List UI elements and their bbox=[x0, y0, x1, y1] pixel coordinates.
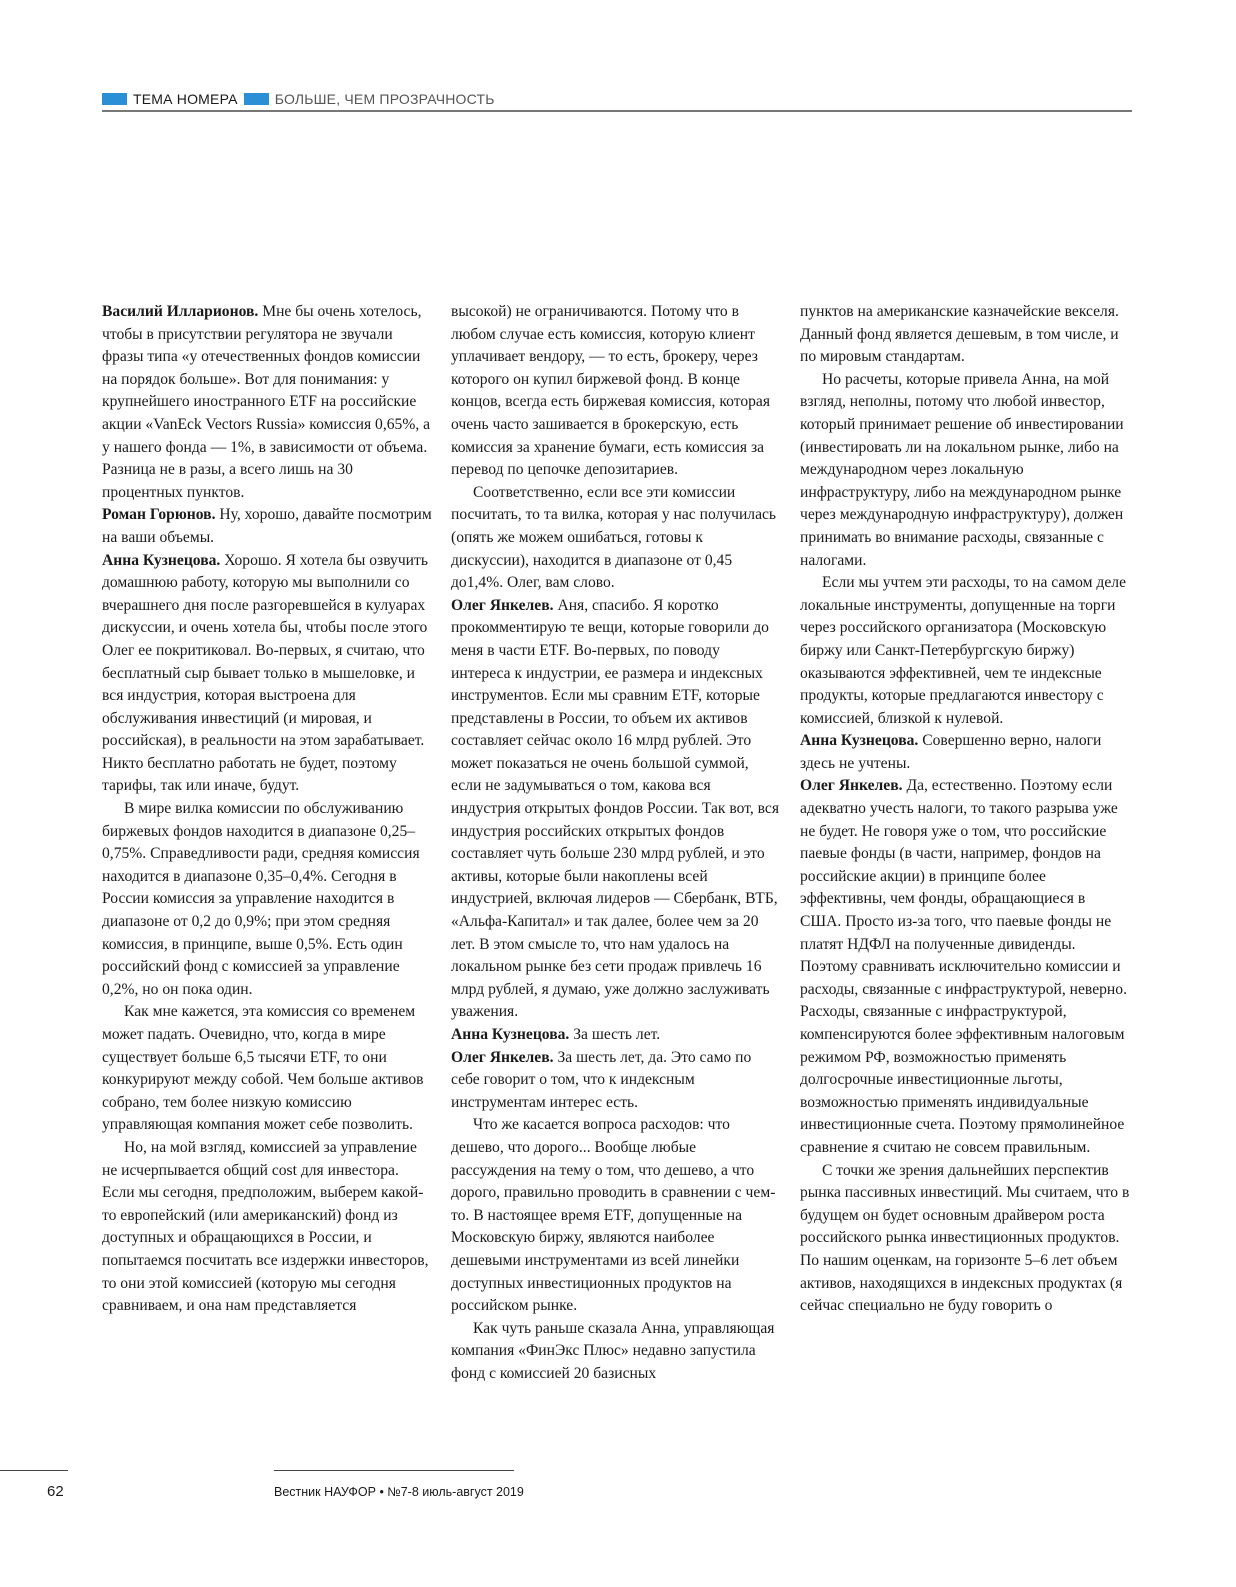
paragraph-text: Аня, спасибо. Я коротко прокомментирую те вещи, которые говорили до меня в части ETF. Во-первых, по поводу интереса к индустрии, ее размера и индексных инструментов. Если мы сравним ETF, которые представлены в России, то объем их активов составляет сейчас около 16 млрд рублей. Это может показаться не очень большой суммой, если не задумываться о том, какова вся индустрия открытых фондов России. Так вот, вся индустрия российских открытых фондов составляет чуть больше 230 млрд рублей, и это активы, которые были накоплены всей индустрией, включая лидеров — Сбербанк, ВТБ, «Альфа-Капитал» и так далее, более чем за 20 лет. В этом смысле то, что нам удалось на локальном рынке без сети продаж привлечь 16 млрд рублей, я думаю, уже должно заслуживать уважения. bbox=[451, 596, 780, 1021]
paragraph bbox=[451, 1047, 781, 1115]
text-column-2 bbox=[451, 301, 781, 1386]
paragraph: С точки же зрения дальнейших перспектив рынка пассивных инвестиций. Мы считаем, что в будущем он будет основным драйвером роста российского рынка инвестиционных продуктов. По нашим оценкам, на горизонте 5–6 лет объем активов, находящихся в индексных продуктах (я сейчас специально не буду говорить о bbox=[800, 1161, 1130, 1315]
article-title: БОЛЬШЕ, ЧЕМ ПРОЗРАЧНОСТЬ bbox=[274, 91, 495, 108]
section-header bbox=[102, 90, 1132, 112]
text-column-3 bbox=[800, 301, 1130, 1318]
section-label: ТЕМА НОМЕРА bbox=[133, 91, 238, 108]
footer-divider-left bbox=[0, 1470, 68, 1471]
paragraph bbox=[102, 301, 432, 504]
paragraph-text: Совершенно верно, налоги здесь не учтены. bbox=[800, 732, 1102, 772]
speaker-name: Анна Кузнецова. bbox=[102, 551, 221, 569]
paragraph-text: За шесть лет, да. Это само по себе говорит о том, что к индексным инструментам интерес есть. bbox=[451, 1048, 752, 1111]
page-number: 62 bbox=[47, 1483, 64, 1500]
paragraph bbox=[800, 775, 1130, 1159]
paragraph: Как мне кажется, эта комиссия со временем может падать. Очевидно, что, когда в мире существует больше 6,5 тысячи ETF, то они конкурируют между собой. Чем больше активов собрано, тем более низкую комиссию управляющая компания может себе позволить. bbox=[102, 1003, 424, 1134]
paragraph bbox=[102, 550, 432, 799]
speaker-name: Олег Янкелев. bbox=[451, 1048, 554, 1066]
speaker-name: Василий Илларионов. bbox=[102, 303, 259, 320]
paragraph bbox=[451, 1024, 781, 1047]
paragraph: пунктов на американские казначейские векселя. Данный фонд является дешевым, в том числе, и по мировым стандартам. bbox=[800, 303, 1119, 366]
header-divider bbox=[102, 110, 1132, 112]
speaker-name: Роман Горюнов. bbox=[102, 506, 216, 524]
paragraph: Но, на мой взгляд, комиссией за управление не исчерпывается общий cost для инвестора. Если мы сегодня, предположим, выберем какой-то европейский (или американский) фонд из доступных и обращающихся в России, и попытаемся посчитать все издержки инвесторов, то они этой комиссией (которую мы сегодня сравниваем, и она нам представляется bbox=[102, 1138, 429, 1315]
paragraph: Что же касается вопроса расходов: что дешево, что дорого... Вообще любые рассуждения на тему о том, что дешево, а что дорого, правильно проводить в сравнении с чем-то. В настоящее время ETF, допущенные на Московскую биржу, являются наиболее дешевыми инструментами из всей линейки доступных инвестиционных продуктов на российском рынке. bbox=[451, 1116, 776, 1315]
paragraph-text: Мне бы очень хотелось, чтобы в присутствии регулятора не звучали фразы типа «у отечественных фондов комиссии на порядок больше». Вот для понимания: у крупнейшего иностранного ETF на российские акции «VanEck Vectors Russia» комиссия 0,65%, а у нашего фонда — 1%, в зависимости от объема. Разница не в разы, а всего лишь на 30 процентных пунктов. bbox=[102, 303, 431, 501]
speaker-name: Олег Янкелев. bbox=[800, 777, 903, 795]
paragraph-text: Да, естественно. Поэтому если адекватно учесть налоги, то такого разрыва уже не будет. Не говоря уже о том, что российские паевые фонды (в части, например, фондов на российские акции) в принципе более эффективны, чем фонды, обращающиеся в США. Просто из-за того, что паевые фонды не платят НДФЛ на полученные дивиденды. Поэтому сравнивать исключительно комиссии и расходы, связанные с инфраструктурой, неверно. Расходы, связанные с инфраструктурой, компенсируются более эффективным налоговым режимом РФ, возможностью применять долгосрочные инвестиционные льготы, возможностью применять индивидуальные инвестиционные счета. Поэтому прямолинейное сравнение я считаю не совсем правильным. bbox=[800, 777, 1127, 1156]
paragraph: Но расчеты, которые привела Анна, на мой взгляд, неполны, потому что любой инвестор, который принимает решение об инвестировании (инвестировать ли на локальном рынке, либо на международном через локальную инфраструктуру, либо на международном рынке через международную инфраструктуру), должен принимать во внимание расходы, связанные с налогами. bbox=[800, 370, 1124, 569]
paragraph bbox=[102, 504, 432, 549]
paragraph: Если мы учтем эти расходы, то на самом деле локальные инструменты, допущенные на торги через российского организатора (Московскую биржу или Санкт-Петербургскую биржу) оказываются эффективней, чем те индексные продукты, которые предлагаются инвестору с комиссией, близкой к нулевой. bbox=[800, 574, 1126, 727]
footer-divider-center bbox=[274, 1470, 514, 1471]
paragraph: Как чуть раньше сказала Анна, управляющая компания «ФинЭкс Плюс» недавно запустила фонд с комиссией 20 базисных bbox=[451, 1319, 775, 1382]
speaker-name: Олег Янкелев. bbox=[451, 596, 554, 614]
journal-issue: Вестник НАУФОР • №7-8 июль-август 2019 bbox=[274, 1485, 524, 1499]
paragraph bbox=[451, 595, 781, 1024]
paragraph: В мире вилка комиссии по обслуживанию биржевых фондов находится в диапазоне 0,25–0,75%. Справедливости ради, средняя комиссия находится в диапазоне 0,35–0,4%. Сегодня в России комиссия за управление находится в диапазоне от 0,2 до 0,9%; при этом средняя комиссия, в принципе, выше 0,5%. Есть один российский фонд с комиссией за управление 0,2%, но он пока один. bbox=[102, 800, 420, 998]
paragraph bbox=[800, 730, 1130, 775]
paragraph-text: Ну, хорошо, давайте посмотрим на ваши объемы. bbox=[102, 506, 432, 546]
title-marker-square bbox=[244, 93, 269, 105]
text-column-1 bbox=[102, 301, 432, 1318]
paragraph-text: За шесть лет. bbox=[569, 1026, 661, 1043]
section-marker-square bbox=[102, 93, 127, 105]
speaker-name: Анна Кузнецова. bbox=[451, 1026, 570, 1043]
paragraph-text: Хорошо. Я хотела бы озвучить домашнюю работу, которую мы выполнили со вчерашнего дня после разгоревшейся в кулуарах дискуссии, и очень хотела бы, чтобы после этого Олег ее покритиковал. Во-первых, я считаю, что бесплатный сыр бывает только в мышеловке, и вся индустрия, которая выстроена для обслуживания инвестиций (и мировая, и российская), в реальности на этом зарабатывает. Никто бесплатно работать не будет, поэтому тарифы, так или иначе, будут. bbox=[102, 551, 428, 795]
paragraph: Соответственно, если все эти комиссии посчитать, то та вилка, которая у нас получилась (опять же можем ошибаться, готовы к дискуссии), находится в диапазоне от 0,45 до1,4%. Олег, вам слово. bbox=[451, 483, 777, 592]
speaker-name: Анна Кузнецова. bbox=[800, 732, 919, 750]
paragraph: высокой) не ограничиваются. Потому что в любом случае есть комиссия, которую клиент уплачивает вендору, — то есть, брокеру, через которого он купил биржевой фонд. В конце концов, всегда есть биржевая комиссия, которая очень часто зашивается в брокерскую, есть комиссия за хранение бумаги, есть комиссия за перевод по цепочке депозитариев. bbox=[451, 303, 771, 479]
